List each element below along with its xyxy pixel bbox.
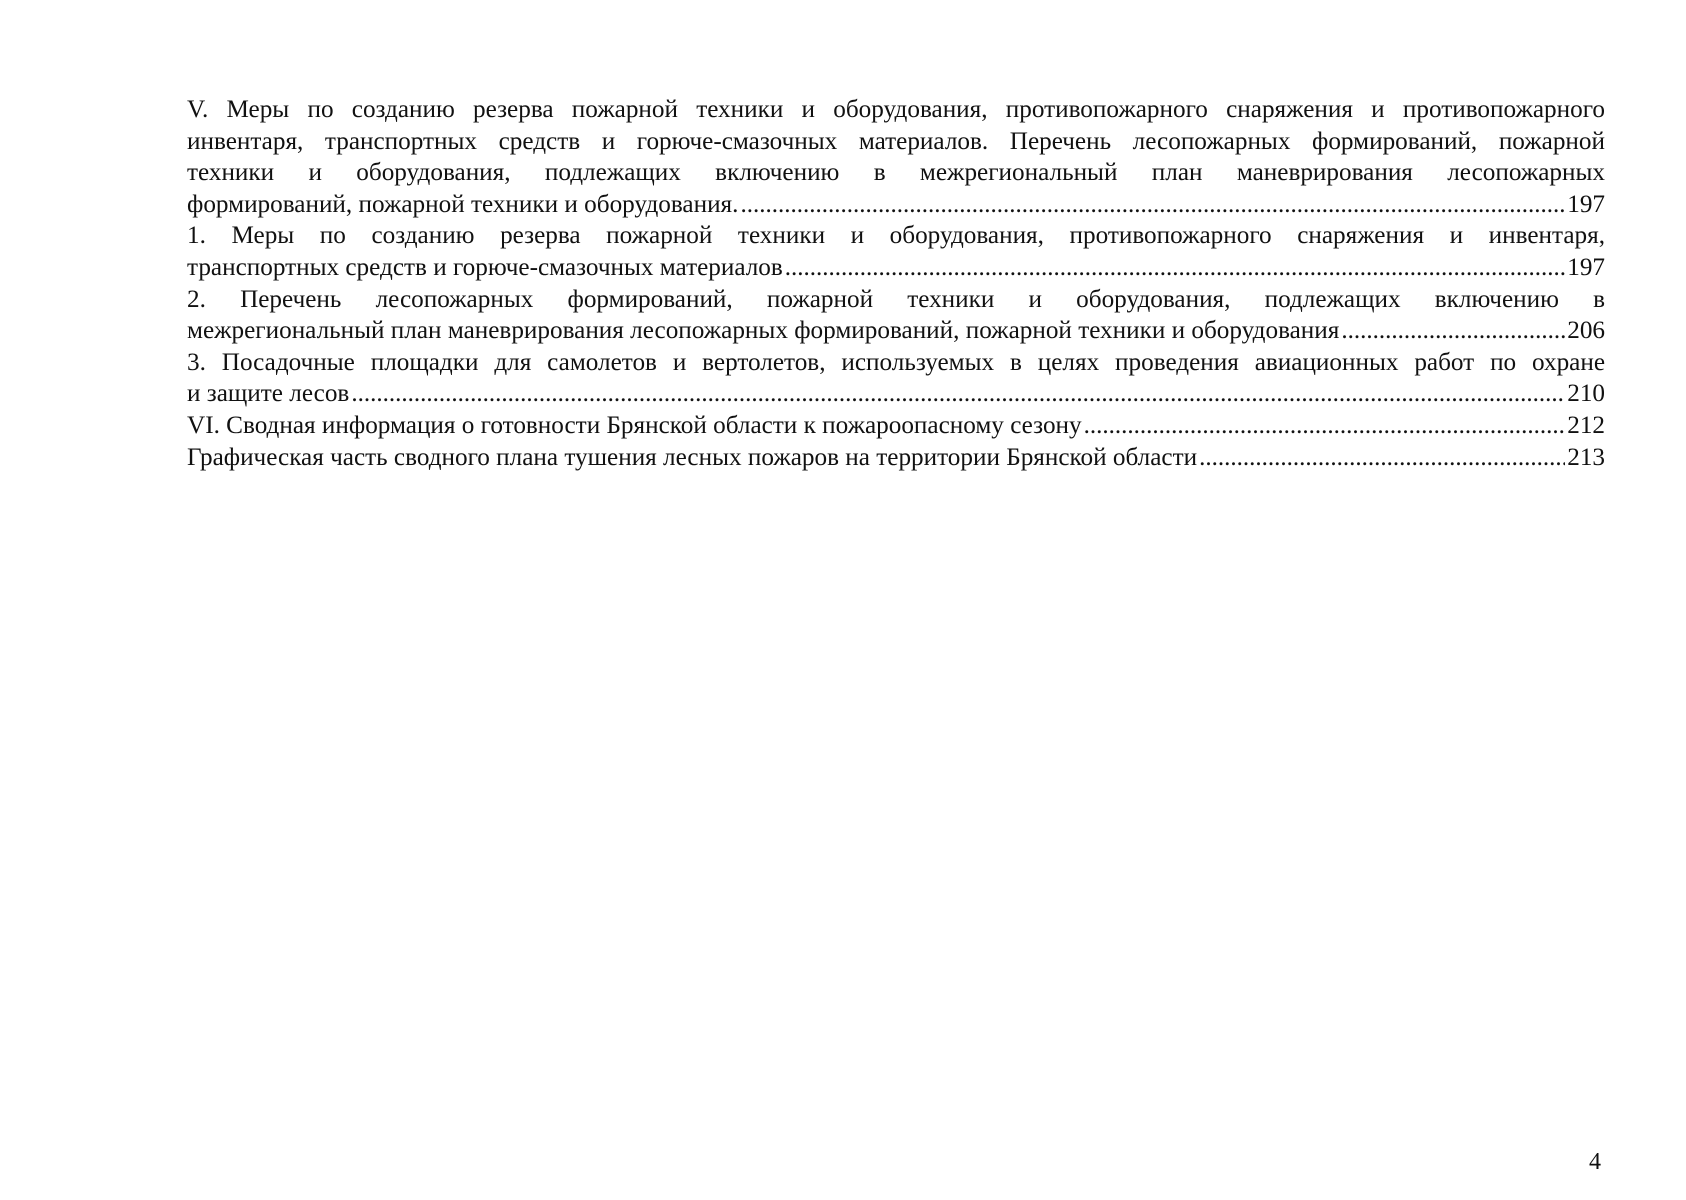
dot-leader <box>1199 442 1565 474</box>
toc-entry-line: 1. Меры по созданию резерва пожарной техники и оборудования, противопожарного снаряжения и инвентаря, <box>187 222 1605 250</box>
toc-entry-line: 2. Перечень лесопожарных формирований, пожарной техники и оборудования, подлежащих включению в <box>187 285 1605 313</box>
toc-entry-text: формирований, пожарной техники и оборудования. <box>187 190 739 218</box>
page-number: 4 <box>1589 1149 1601 1175</box>
toc-entry-last-line <box>187 378 1605 410</box>
toc-entry-text: транспортных средств и горюче-смазочных материалов <box>187 253 783 281</box>
toc-entry-2[interactable] <box>187 284 1605 347</box>
dot-leader <box>1084 410 1566 442</box>
toc-page-number: 210 <box>1567 380 1605 408</box>
toc-entry-last-line <box>187 189 1605 221</box>
toc-entry-last-line <box>187 410 1605 442</box>
toc-page-number: 212 <box>1567 411 1605 439</box>
toc-entry-last-line <box>187 315 1605 347</box>
toc-entry-3[interactable] <box>187 347 1605 410</box>
toc-entry-graphic-part[interactable] <box>187 442 1605 474</box>
toc-page-number: 197 <box>1567 190 1605 218</box>
toc-entry-text: межрегиональный план маневрирования лесопожарных формирований, пожарной техники и оборудования <box>187 317 1340 345</box>
toc-entry-last-line <box>187 442 1605 474</box>
dot-leader <box>351 378 1565 410</box>
toc-page-number: 197 <box>1567 253 1605 281</box>
toc-entry-line: техники и оборудования, подлежащих включению в межрегиональный план маневрирования лесопожарных <box>187 159 1605 187</box>
toc-entry-text: VI. Сводная информация о готовности Брянской области к пожароопасному сезону <box>187 411 1082 439</box>
toc-entry-text: Графическая часть сводного плана тушения лесных пожаров на территории Брянской области <box>187 443 1198 471</box>
toc-entry-line: 3. Посадочные площадки для самолетов и вертолетов, используемых в целях проведения авиационных работ по охране <box>187 348 1605 376</box>
toc-entry-last-line <box>187 252 1605 284</box>
table-of-contents <box>187 94 1605 473</box>
toc-entry-line: V. Меры по созданию резерва пожарной техники и оборудования, противопожарного снаряжения и противопожарного <box>187 96 1605 123</box>
toc-entry-line: инвентаря, транспортных средств и горюче-смазочных материалов. Перечень лесопожарных формирований, пожарной <box>187 127 1605 155</box>
toc-entry-section-vi[interactable] <box>187 410 1605 442</box>
toc-page-number: 213 <box>1567 443 1605 471</box>
dot-leader <box>1341 315 1565 347</box>
dot-leader <box>740 189 1565 221</box>
toc-entry-text: и защите лесов <box>187 380 350 408</box>
toc-page-number: 206 <box>1567 317 1605 345</box>
dot-leader <box>785 252 1565 284</box>
toc-entry-1[interactable] <box>187 220 1605 283</box>
toc-entry-section-v[interactable] <box>187 94 1605 220</box>
